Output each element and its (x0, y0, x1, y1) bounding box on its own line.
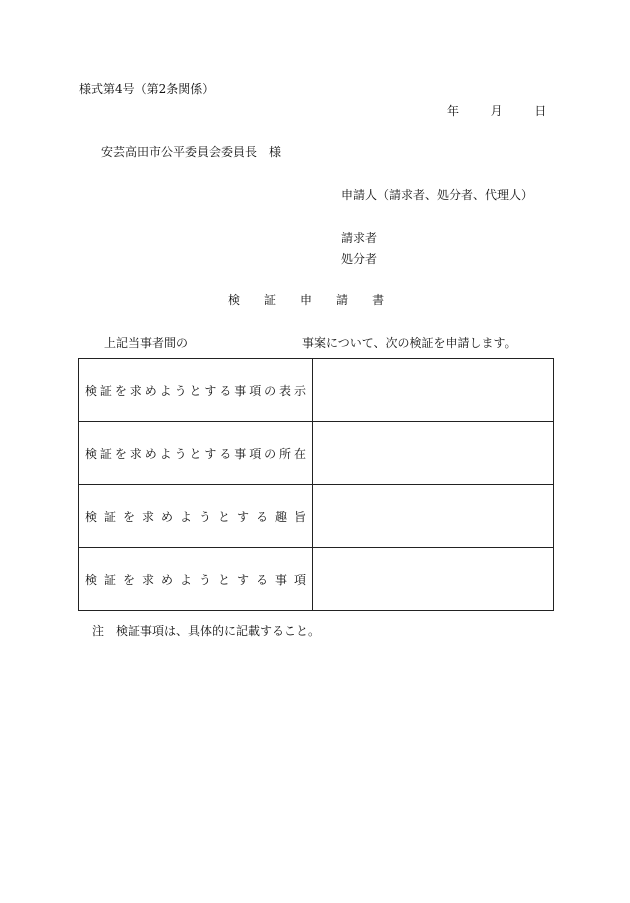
form-number: 様式第4号（第2条関係） (79, 82, 215, 96)
row-label: 検証を求めようとする事項の所在 (85, 446, 306, 461)
row-label-cell (79, 548, 313, 611)
title-char: 検 (228, 293, 241, 307)
row-label: 検証を求めようとする事項の表示 (85, 383, 306, 398)
row-label: 検証を求めようとする事項 (85, 572, 306, 587)
row-label-cell (79, 485, 313, 548)
note: 注 検証事項は、具体的に記載すること。 (92, 624, 321, 638)
title-char: 請 (336, 293, 349, 307)
date-line (447, 104, 546, 118)
row-value-cell[interactable] (313, 422, 554, 485)
date-month: 月 (490, 104, 503, 118)
title-char: 申 (300, 293, 313, 307)
addressee: 安芸高田市公平委員会委員長 様 (101, 145, 282, 159)
date-year: 年 (447, 104, 460, 118)
title-char: 証 (264, 293, 277, 307)
row-label-cell (79, 422, 313, 485)
document-title (228, 293, 384, 307)
row-value-cell[interactable] (313, 485, 554, 548)
date-day: 日 (534, 104, 547, 118)
table-row (79, 548, 554, 611)
row-value-cell[interactable] (313, 548, 554, 611)
disposer-label: 処分者 (341, 252, 378, 266)
applicant-label: 申請人（請求者、処分者、代理人） (341, 188, 534, 202)
row-label: 検証を求めようとする趣旨 (85, 509, 306, 524)
table-row (79, 359, 554, 422)
row-label-cell (79, 359, 313, 422)
claimant-label: 請求者 (341, 231, 378, 245)
table-row (79, 422, 554, 485)
table-row (79, 485, 554, 548)
body-text-right: 事案について、次の検証を申請します。 (302, 336, 517, 350)
body-text-left: 上記当事者間の (104, 336, 189, 350)
row-value-cell[interactable] (313, 359, 554, 422)
title-char: 書 (372, 293, 385, 307)
inspection-table (78, 358, 554, 611)
